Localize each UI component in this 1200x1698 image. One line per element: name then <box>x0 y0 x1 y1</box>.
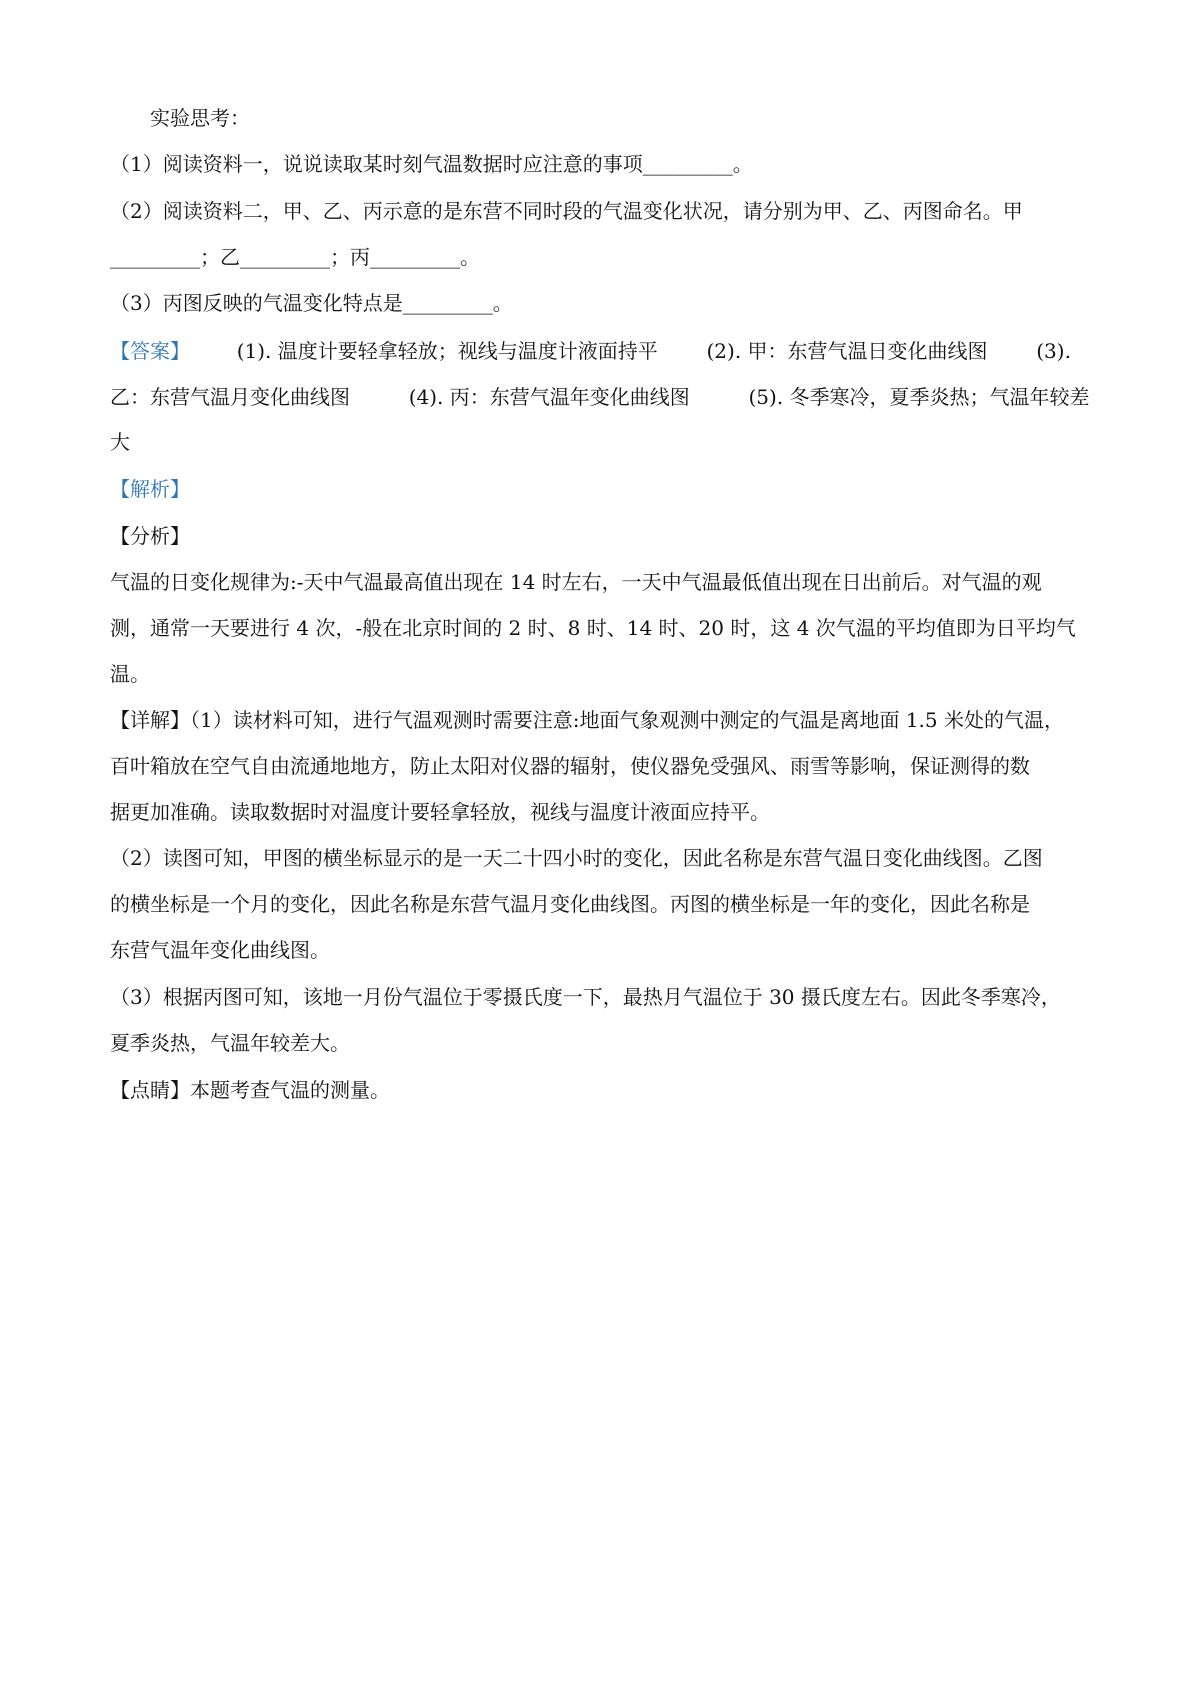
detail-line-6: 东营气温年变化曲线图。 <box>110 938 330 962</box>
detail-line-8: 夏季炎热，气温年较差大。 <box>110 1031 350 1055</box>
answer-item-2: (2). 甲：东营气温日变化曲线图 <box>706 339 988 363</box>
answer-item-1: (1). 温度计要轻拿轻放；视线与温度计液面持平 <box>236 339 658 363</box>
detail-text-1: （1）读材料可知，进行气温观测时需要注意:地面气象观测中测定的气温是离地面 1.5 米处的气温， <box>190 708 1064 732</box>
question-3: （3）丙图反映的气温变化特点是_________。 <box>110 291 513 315</box>
heading: 实验思考： <box>150 106 250 130</box>
answer-line-1 <box>110 337 1100 365</box>
answer-item-4: (4). 丙：东营气温年变化曲线图 <box>408 385 690 409</box>
answer-line-3: 大 <box>110 430 130 454</box>
answer-label: 【答案】 <box>110 339 190 363</box>
answer-item-3: 乙：东营气温月变化曲线图 <box>110 385 350 409</box>
dianjing-line <box>110 1076 1100 1104</box>
detail-label: 【详解】 <box>110 708 190 732</box>
answer-line-2 <box>110 383 1100 411</box>
fenxi-line-2: 测，通常一天要进行 4 次，-般在北京时间的 2 时、8 时、14 时、20 时，这 4 次气温的平均值即为日平均气 <box>110 616 1076 640</box>
answer-item-5: (5). 冬季寒冷，夏季炎热；气温年较差 <box>748 385 1090 409</box>
question-1: （1）阅读资料一，说说读取某时刻气温数据时应注意的事项_________。 <box>110 152 753 176</box>
fenxi-label: 【分析】 <box>110 524 190 548</box>
fenxi-line-3: 温。 <box>110 662 150 686</box>
detail-line-1 <box>110 706 1100 734</box>
detail-line-3: 据更加准确。读取数据时对温度计要轻拿轻放，视线与温度计液面应持平。 <box>110 800 770 824</box>
analysis-label: 【解析】 <box>110 477 190 501</box>
question-2-line-1: （2）阅读资料二，甲、乙、丙示意的是东营不同时段的气温变化状况，请分别为甲、乙、丙图命名。甲 <box>110 199 1023 223</box>
answer-item-3-number: (3). <box>1036 339 1071 363</box>
detail-line-4: （2）读图可知，甲图的横坐标显示的是一天二十四小时的变化，因此名称是东营气温日变化曲线图。乙图 <box>110 846 1043 870</box>
dianjing-text: 本题考查气温的测量。 <box>190 1078 390 1102</box>
detail-line-5: 的横坐标是一个月的变化，因此名称是东营气温月变化曲线图。丙图的横坐标是一年的变化，因此名称是 <box>110 892 1030 916</box>
fenxi-line-1: 气温的日变化规律为:-天中气温最高值出现在 14 时左右，一天中气温最低值出现在日出前后。对气温的观 <box>110 570 1042 594</box>
question-2-line-2: _________；乙_________；丙_________。 <box>110 245 480 269</box>
detail-line-2: 百叶箱放在空气自由流通地地方，防止太阳对仪器的辐射，使仪器免受强风、雨雪等影响，保证测得的数 <box>110 754 1030 778</box>
dianjing-label: 【点睛】 <box>110 1078 190 1102</box>
detail-line-7: （3）根据丙图可知，该地一月份气温位于零摄氏度一下，最热月气温位于 30 摄氏度左右。因此冬季寒冷， <box>110 985 1061 1009</box>
